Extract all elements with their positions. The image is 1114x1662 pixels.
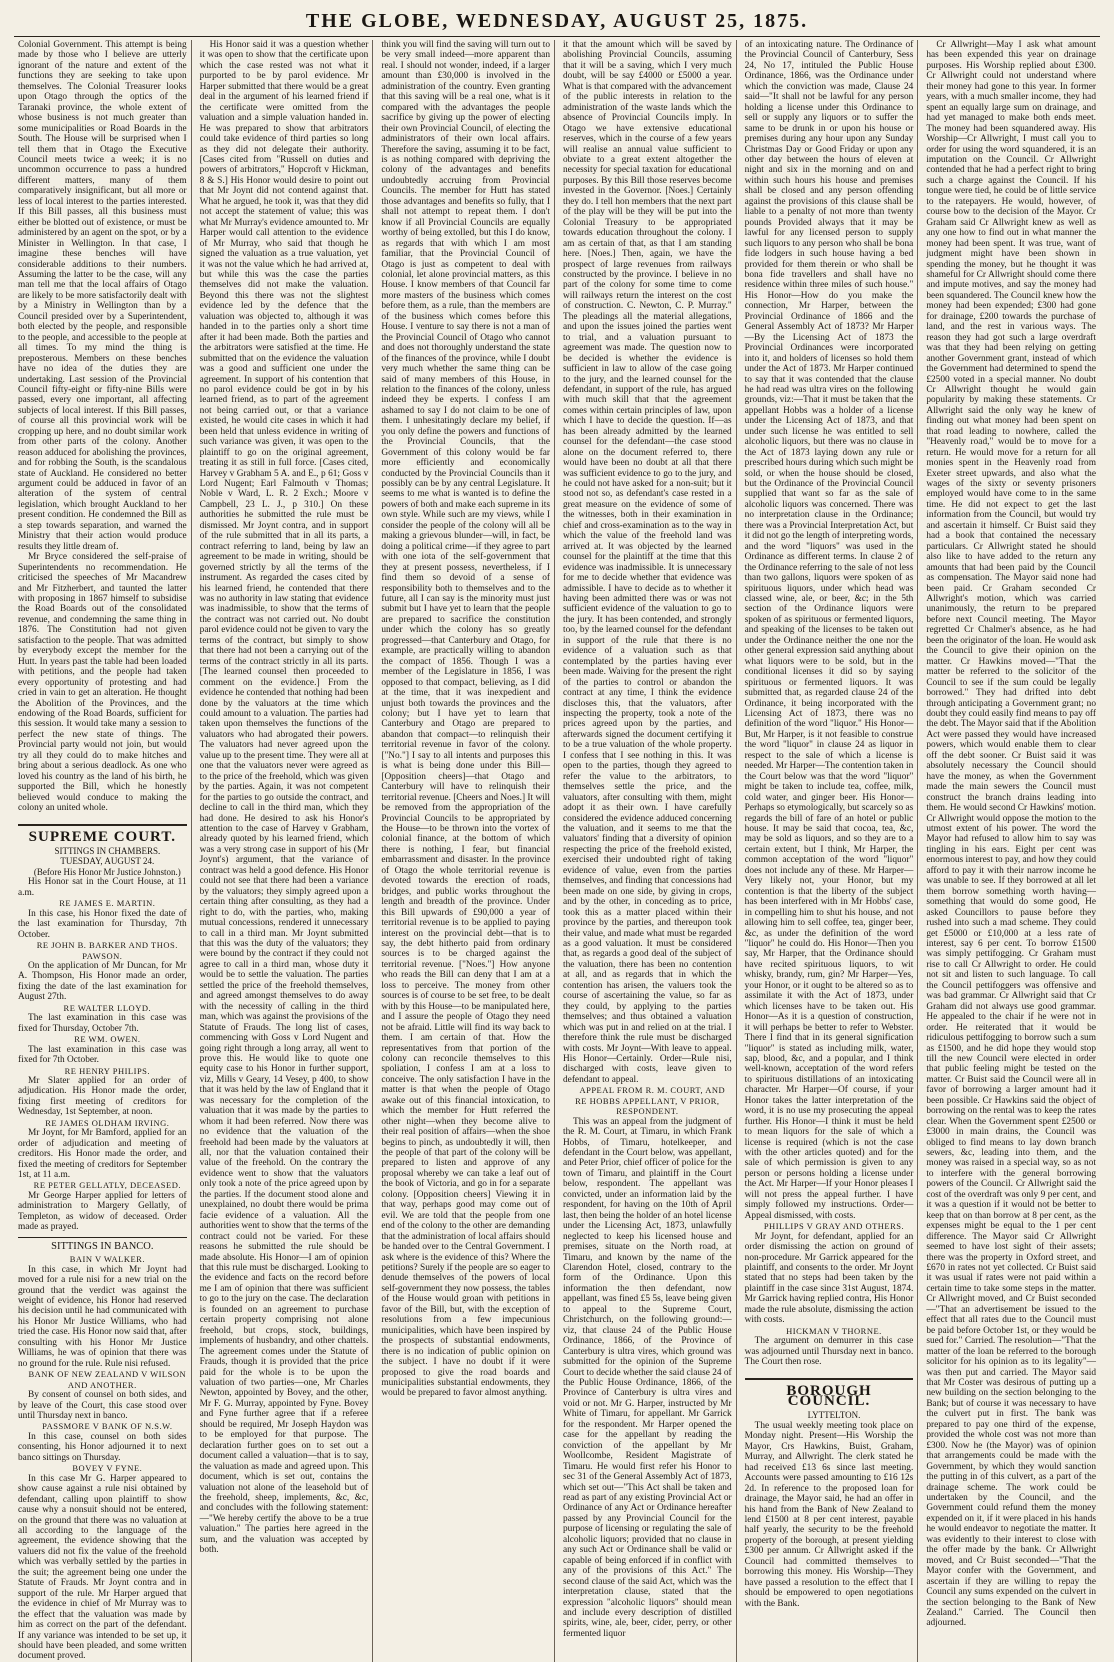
case-text: By consent of counsel on both sides, and by leave of the Court, this case stood over until Thursday next in banco. (18, 1390, 187, 1421)
column-4 (559, 40, 737, 1662)
article-text: Mr Bryce considered the self-praise of Superintendents no recommendation. He criticised the speeches of Mr Macandrew and Mr Fitzherbert, and taunted the latter with proposing in 1867 himself to subsidise the Road Boards out of the consolidated revenue, and condemning the same thing in 1876. The Constitution had not given satisfaction to the people. That was admitted by everybody except the member for the Hutt. In years past the table had been loaded with petitions, and the people had taken every opportunity of protesting and had cried in vain to get an alteration. He thought the Abolition of the Provinces, and the endowing of the Road Boards, sufficient for this session. It would take many a session to perfect the new state of things. The Provincial party would not join, but would try all they could do to make hitches and bring about a serious deadlock. As one who loved his country as the land of his birth, he supported the Bill, which he honestly believed would conduce to making the colony an united whole. (18, 552, 187, 814)
article-text: Colonial Government. This attempt is being made by those who I believe are utterly ignorant of the nature and extent of the functions they are seeking to take upon themselves. The Colonial Treasurer looks upon Otago through the optics of the Taranaki province, the whole extent of whose business is not much greater than some municipalities or Road Boards in the South. The House will be surprised when I tell them that in Otago the Executive Council meets twice a week; it is no uncommon occurrence to pass a hundred different matters, many of them comparatively insignificant, but all more or less of local interest to the parties interested. If this Bill passes, all this business must either be blotted out of existence, or must be administered by an agent on the spot, or by a Minister in Wellington. In that case, I imagine these benches will have considerable additions to their numbers. Assuming the latter to be the case, will any man tell me that the local affairs of Otago are likely to be more satisfactorily dealt with by a Ministry in Wellington than by a Council presided over by a Superintendent, both elected by the people, and responsible to the people, and accessible to the people at all times. To my mind the thing is preposterous. Members on these benches have no idea of the duties they are undertaking. Last session of the Provincial Council fifty-eight or fifty-nine Bills were passed, every one important, all affecting subjects of local interest. If this Bill passes, of course all this provincial work will be cropping up here, and no doubt similar work from other parts of the colony. Another reason adduced for abolishing the provinces, and for robbing the South, is the scandalous state of Auckland. He considered no better argument could be adduced in favor of an alteration of the system of central legislation, which brought Auckland to her present condition. He condemned the Bill as a step towards separation, and warned the Ministry that their action would produce results they little dream of. (18, 40, 187, 552)
case-heading: RE WM. OWEN. (74, 1034, 141, 1045)
case-heading: PASSMORE V BANK OF N.S.W. (42, 1421, 173, 1432)
column-5 (741, 40, 919, 1662)
article-text: it that the amount which will be saved by abolishing Provincial Councils, assuming that it will be a saving, which I very much doubt, will be say £4000 or £5000 a year. What is that compared with the advancement of the public interests in relation to the administration of the waste lands which the absence of Provincial Councils imply. In Otago we have extensive educational reserves, which in the course of a few years will realise an annual value sufficient to obviate to a great extent altogether the necessity for special taxation for educational purposes. By this Bill those reserves become invested in the Governor. [Noes.] Certainly they do. I tell hon members that the next part of the play will be they will be put into the Colonial Treasury to be appropriated towards education throughout the colony. I am as certain of that, as that I am standing here. [Noes.] Then, again, we have the prospect of large revenues from railways constructed by the province. I believe in no part of the colony for some time to come will railways return the interest on the cost of construction. C. Newton, C. P. Murray." The pleadings all the material allegations, and upon the issues joined the parties went to trial, and a valuation pursuant to agreement was made. The question now to be decided is whether the evidence is sufficient in law to allow of the case going to the jury, and the learned counsel for the defendant, in support of the rule, has argued with much skill that that the agreement comes within certain principles of law, upon which I have to decide the question. If—as has been already admitted by the learned counsel for the defendant—the case stood alone on the document referred to, there would have been no doubt at all that there was sufficient evidence to go to the jury, and he could not have asked for a non-suit; but it stood not so, as defendant's case rested in a great measure on the evidence of some of the witnesses, both in their examination in chief and cross-examination as to the way in which the value of the freehold land was arrived at. It was objected by the learned counsel for the plaintiff at the time that this evidence was inadmissible. It is unnecessary for me to decide whether that evidence was admissible. I have to decide as to whether it having been admitted there was or was not sufficient evidence of the valuation to go to the jury. It has been contended, and strongly too, by the learned counsel for the defendant in support of the rule that there is no evidence of a valuation such as that contemplated by the parties having ever been made. Waiving for the present the right of the parties to control or abandon the contract at any time, I think the evidence discloses this, that the valuators, after inspecting the property, took a note of the prices agreed upon by the parties, and afterwards signed the document certifying it to be a true valuation of the whole property. I confess that I see nothing in this. It was open to the parties, though they agreed to refer the value to the arbitrators, to themselves settle the price, and the valuators, after consulting with them, might adopt it as their own. I have carefully considered the evidence adduced concerning the valuation, and it seems to me that the valuators' finding that a diversity of opinion respecting the price of the freehold existed, exercised their undoubted right of taking evidence of value, even from the parties themselves, and finding that concessions had been made on one side, by giving in crops, and by the other, in conceding as to price, took this as a matter placed within their province by the parties, and thereupon took their value, and made what must be regarded as a good valuation. It must be considered that, as regards a good deal of the subject of the valuation, there has been no contention at all, and as regards that in which the contention has arisen, the valuers took the course of ascertaining the value, so far as they could, by applying to the parties themselves; and thus obtained a valuation which was put in and relied on at the trial. I therefore think the rule must be discharged with costs. Mr Joynt—With leave to appeal. His Honor—Certainly. Order—Rule nisi, discharged with costs, leave given to defendant to appeal. (563, 40, 732, 1085)
masthead: THE GLOBE, WEDNESDAY, AUGUST 25, 1875. (14, 6, 1100, 37)
court-sat: His Honor sat in the Court House, at 11 a.m. (18, 877, 187, 898)
case-heading: RE JOHN B. BARKER AND THOS. PAWSON. (36, 940, 178, 961)
article-text: think you will find the saving will turn out to be very small indeed—more apparent than real. I should not wonder, indeed, if a larger amount than £30,000 is involved in the administration of the country. Even granting that this saving will be a real one, what is it compared with the advantages the people sacrifice by giving up the power of electing their own Provincial Council, of electing the administrators of their own local affairs. Therefore the saving, assuming it to be fact, is as nothing compared with depriving the colony of the advantages and benefits undoubtedly accruing from Provincial Councils. The member for Hutt has stated those advantages and benefits so fully, that I shall not attempt to repeat them. I don't know if all Provincial Councils are equally worthy of being extolled, but this I do know, as regards that with which I am most familiar, that the Provincial Council of Otago is just as competent to deal with colonial, let alone provincial matters, as this House. I know members of that Council far more masters of the business which comes before them, as a rule, than the members are of the business which comes before this House. I venture to say there is not a man of the Provincial Council of Otago who cannot and does not thoroughly understand the state of the finances of the province, while I doubt very much whether the same thing can be said of many members of this House, in relation to the finances of the colony, unless indeed they be experts. I confess I am ashamed to say I do not claim to be one of them. I unhesitatingly declare my belief, if you only define the powers and functions of the Provincial Councils, that the Government of this colony would be far more efficiently and economically conducted by the Provincial Councils than it possibly can be by any central Legislature. It seems to me what is wanted is to define the powers of both and make each supreme in its own style. While such are my views, while I consider the people of the colony will all be making a grievous blunder—will, in fact, be doing a political crime—if they agree to part with one iota of the self-government that they at present possess, nevertheless, if I find them so devoid of a sense of responsibility both to themselves and to the future, all I can say is the minority must just submit but I have yet to learn that the people are prepared to sacrifice the constitution under which the colony has so greatly progressed—that Canterbury and Otago, for example, are practically willing to abandon the compact of 1856. Though I was a member of the Legislature in 1856, I was opposed to that compact, believing, as I did at the time, that it was inexpedient and unjust both towards the provinces and the colony; but I have yet to learn that Canterbury and Otago are prepared to abandon that compact—to relinquish their territorial revenue in favor of the colony. ["No."] I say to all intents and purposes this is what is being done under this Bill—[Opposition cheers]—that Otago and Canterbury will have to relinquish their territorial revenue. [Cheers and Noes.] It will be removed from the appropriation of the Provincial Councils to be appropriated by the House—to be thrown into the vortex of colonial finance, at the bottom of which there is nothing, I fear, but financial embarrassment and disaster. In the province of Otago the whole territorial revenue is devoted towards the erection of roads, bridges, and public works throughout the length and breadth of the province. Under this Bill upwards of £90,000 a year of territorial revenue is to be applied to paying interest on the provincial debt—that is to say, the debt hitherto paid from ordinary sources is to be charged against the territorial revenue. ["Noes."] How anyone who reads the Bill can deny that I am at a loss to perceive. The money from other sources is of course to be set free, to be dealt with by this House—to be manipulated here, and I assure the people of Otago they need not be afraid. Little will find its way back to them. I am certain of that. How the representatives from that portion of the colony can reconcile themselves to this spoliation, I confess I am at a loss to conceive. The only satisfaction I have in the matter is that when the people of Otago awake out of this financial intoxication, to which the member for Hutt referred the other night—when they become alive to their real position of affairs—when the shoe begins to pinch, as undoubtedly it will, then the people of that part of the colony will be prepared to listen and approve of any proposal whereby we can take a leaf out of the book of Victoria, and go in for a separate colony. [Opposition cheers] Viewing it in that way, perhaps good may come out of evil. We are told that the people from one end of the colony to the other are demanding that the administration of local affairs should be handed over to the Central Government. I ask where is the evidence of this? Where the petitions? Surely if the people are so eager to denude themselves of the powers of local self-government they now possess, the tables of the House would groan with petitions in favor of the Bill, but, with the exception of resolutions from a few impecunious municipalities, which have been inspired by the prospects of substantial endowments, there is no indication of public opinion on the subject. I have no doubt if it were proposed to give the road boards and municipalities substantial endowments, they would be prepared to favor almost anything. (381, 40, 550, 1399)
case-heading: PHILLIPS V GRAY AND OTHERS. (763, 1221, 905, 1232)
article-text: Cr Allwright—May I ask what amount has been expended this year on drainage purposes. His Worship replied about £300. Cr Allwright could not understand where their money had gone to this year. In former years, with a much smaller income, they had spent an equally large sum on drainage, and had yet managed to make both ends meet. The money had been squandered away. His Worship—Cr Allwright, I must call you to order for using the word squandered, it is an imputation on the Council. Cr Allwright contended that he had a perfect right to bring such a charge against the Council. If his tongue were tied, he could be of little service to the ratepayers. He would, however, of course bow to the decision of the Mayor. Cr Graham said Cr Allwright knew as well as any one how to find out in what manner the money had been spent. It was true, want of judgment might have been shown in spending the money, but he thought it was shameful for Cr Allwright should come there and impute motives, and say the money had been squandered. The Council knew how the money had been expended; £300 had gone for drainage, £200 towards the purchase of land, and the rest in various ways. The reason they had got such a large overdraft was that they had been relying on getting another Government grant, instead of which the Government had determined to spend the £2500 voted in a special manner. No doubt Cr Allwright thought he would gain popularity by making these statements. Cr Allwright said the only way he knew of finding out what money had been spent on that road leading to nowhere, called the "Heavenly road," would be to move for a return. He would move for a return for all monies spent in the Heavenly road from Exeter street upwards, and also what the wages of the sixty or seventy prisoners employed would have come to in the same time. He did not expect to get the last information from the Council, but would try and ascertain it himself. Cr Buist said they had a book that contained the necessary particulars. Cr Allwright stated he should also like to have added to the return any amounts that had been paid by the Council as compensation. The Mayor said none had been paid. Cr Graham seconded Cr Allwright's motion, which was carried unanimously, the return to be prepared before next Council meeting. The Mayor regretted Cr Chalmer's absence, as he had been the originator of the loan. He would ask the Council to give their opinion on the matter. Cr Hawkins moved—"That the matter be referred to the solicitor of the Council to see if the sum could be legally borrowed." They had drifted into debt through anticipating a Government grant; no doubt they could easily find means to pay off the debt. The Mayor said that if the Abolition Act were passed they would have increased powers, which would enable them to clear off the debt sooner. Cr Buist said it was absolutely necessary the Council should have the money, as when the Government made the main sewers the Council must construct the branch drains leading into them. He would second Cr Hawkins' motion. Cr Allwright would oppose the motion to the utmost extent of his power. The word the Mayor had refused to allow him to say was tingling in his ears. Eight per cent was enormous interest to pay, and how they could afford to pay it with their narrow income he was unable to see. If they borrowed at all let them borrow something worth having—something that would do some good, He asked Councillors to pause before they rushed into such a mad scheme. They could get £5000 or £10,000 at a less rate of interest, say 6 per cent. To borrow £1500 was simply pettifogging. Cr Graham must rise to call Cr Allwright to order. He could not sit and listen to such language. To call the Council pettifoggers was offensive and was bad grammar. Cr Allwright said that Cr Graham did not always use good grammar. He appealed to the chair if he were not in order. He reiterated that it would be ridiculous pettifogging to borrow such a sum as £1500, and he did hope they would stop till the new Council were elected in order that public feeling might be tested on the matter. Cr Buist said the Council were all in favor of borrowing a larger amount had it been possible. Cr Hawkins said the object of borrowing on the rental was to keep the rates clear. When the Government spent £2500 or £3000 in main drains, the Council was obliged to find means to lay down branch sewers, &c, leading into them, and the money was raised in a special way, so as not to interfere with the general borrowing powers of the Council. Cr Allwright said the cost of the overdraft was only 9 per cent, and it was a question if it would not be better to keep that on than borrow at 8 per cent, as the expenses might be equal to the 1 per cent difference. The Mayor said Cr Allwright seemed to have lost sight of their assets; there was the property in Oxford street, and £670 in rates not yet collected. Cr Buist said it was usual if rates were not paid within a certain time to take some steps in the matter. Cr Allwright moved, and Cr Buist seconded—"That an advertisement be issued to the effect that all rates due to the Council must be paid before October 1st, or they would be sued for." Carried. The resolution—"That the matter of the loan be referred to the borough solicitor for his opinion as to its legality"—was then put and carried. The Mayor said that Mr Coster was desirous of putting up a new building on the section belonging to the Bank; but of course it was necessary to have the culvert put in first. The bank was prepared to pay one third of the expense, provided the whole cost was not more than £300. Now he (the Mayor) was of opinion that arrangements could be made with the Government, by which they would sanction the putting in of this culvert, as a part of the drainage scheme. The work could be undertaken by the Council, and the Government could refund them the money expended on it, if it were placed in his hands he would endeavor to negotiate the matter. It was evidently to their interest to close with the offer made by the bank. Cr Allwright moved, and Cr Buist seconded—"That the Mayor confer with the Government, and ascertain if they are willing to repay the Council any sums expended on the culvert in the section belonging to the Bank of New Zealand." Carried. The Council then adjourned. (926, 40, 1096, 1629)
case-text: In this case, in which Mr Joynt had moved for a rule nisi for a new trial on the ground that the verdict was against the weight of evidence, his Honor had reserved his decision until he had communicated with his Honor Mr Justice Williams, who had tried the case. His Honor now said that, after consulting with his Honor Mr Justice Williams, he was of opinion that there was no ground for the rule. Rule nisi refused. (18, 1264, 187, 1369)
article-text: His Honor said it was a question whether it was open to show that the certificate upon which the case rested was not what it purported to be by parol evidence. Mr Harper submitted that there would be a great deal in the argument of his learned friend if the certificate were omitted from the valuation and a simple valuation handed in. He was prepared to show that arbitrators could take evidence of third parties so long as they did not delegate their authority. [Cases cited from "Russell on duties and powers of arbitrators," Hopcroft v Hickman, 8 & S.] His Honor would desire to point out that Mr Joynt did not contend against that. What he argued, he took it, was that they did not accept the statement of value; this was what Mr Murray's evidence amounted to. Mr Harper would call attention to the evidence of Mr Murray, who said that though he signed the valuation as a true valuation, yet it was not the value which he had arrived at, but while this was the case the parties themselves did not make the valuation. Beyond this there was not the slightest evidence led by the defence that the valuation was objected to, although it was handed in to the parties only a short time after it had been made. Both the parties and the arbitrators were satisfied at the time. He submitted that on the evidence the valuation was a good and sufficient one under the agreement. In support of his contention that no parol evidence could be got in by his learned friend, as to part of the agreement not being carried out, or that a variance existed, he would cite cases in which it had been held that unless evidence in writing of such variance was given, it was open to the plaintiff to go on the original agreement, treating it as still in full force. [Cases cited, Harvey v Grabham 5 A. and E., p 61; Goss v Lord Nugent; Earl Falmouth v Thomas; Noble v Ward, L. R. 2 Exch.; Moore v Campbell, 23 L. J., p 310.] On these authorities he submitted the rule must be dismissed. Mr Joynt contra, and in support of the rule submitted that in all its parts, a contract referring to land, being by law an agreement to be made in writing, should be governed strictly by all the terms of the instrument. As regarded the cases cited by his learned friend, he contended that there was no authority in law stating that evidence was inadmissible, to show that the terms of the contract was not carried out. No doubt parol evidence could not be given to vary the terms of the contract, but simply to show that there had not been a carrying out of the terms of the contract strictly in all its parts. [The learned counsel then proceeded to comment on the evidence.] From the evidence he contended that nothing had been done by the valuators at the time which could amount to a valuation. The parties had taken upon themselves the functions of the valuators who had abrogated their powers. The valuators had never agreed upon the value up to the present time. They were all at one that the valuators never were agreed as to the price of the freehold, which was given by the parties. Again, it was not competent for the parties to go outside the contract, and decline to call in the third man, which they had done. He desired to ask his Honor's attention to the case of Harvey v Grabham, already quoted by his learned friend, which was a very strong case in support of his (Mr Joynt's) argument, that the variance of contract was held a good defence. His Honor could not see that there had been a variance by the valuators; they simply agreed upon a certain thing after consulting, as they had a right to do, with the parties, who, making mutual concessions, rendered it unnecessary to call in a third man. Mr Joynt submitted that this was the duty of the valuators; they were bound by the contract if they could not agree to call in a third man, whose duty it would be to settle the valuation. The parties settled the price of the freehold themselves, and agreed amongst themselves to do away with the necessity of calling in the third man, which was against the provisions of the Statute of Frauds. The long list of cases, commencing with Goss v Lord Nugent and going right through a long array, all went to prove this. He would like to quote one equity case to his Honor in further support, viz, Mills v Geary, 14 Vesey, p 400, to show that it was held by the law of England that it was necessary for the completion of the valuation that it was made by the parties to whom it had been referred. Now there was no evidence that the valuation of the freehold had been made by the valuators at all, nor that the valuation contained their value of the freehold. On the contrary the evidence went to show that the valuators only took a note of the price agreed upon by the parties. If the document stood alone and unexplained, no doubt there would be prima facie evidence of a valuation. All the authorities went to show that the terms of the contract could not be varied. For these reasons he submitted the rule should be made absolute. His Honor—I am of opinion that this rule must be discharged. Looking to the evidence and facts on the record before me I am of opinion that there was sufficient to go to the jury on the case. The declaration is founded on an agreement to purchase certain property comprising not alone freehold, but crops, stock, buildings, implements of husbandry, and other chattels. The agreement comes under the Statute of Frauds, though it is provided that the price paid for the whole is to be upon the valuation of two parties—one, Mr Charles Newton, appointed by Bovey, and the other, Mr F. G. Murray, appointed by Fyne. Bovey and Fyne further agree that if a referee should be required, Mr Joseph Haydon was to be employed for that purpose. The declaration further goes on to set out a document called a valuation—that is to say, the valuation as made and agreed upon. This document, which is set out, contains the valuation not alone of the leasehold but of the freehold, sheep, implements, &c, &c, and concludes with the following statement:—"We hereby certify the above to be a true valuation." The parties here agreed in the sum, and the valuation was accepted by both. (199, 40, 369, 1556)
article-text: The usual weekly meeting took place on Monday night. Present—His Worship the Mayor, Crs Hawkins, Buist, Graham, Murray, and Allwright. The clerk stated he had received £13 6s since last meeting. Accounts were passed amounting to £16 12s 2d. In reference to the proposed loan for drainage, the Mayor said, he had an offer in his hand from the Bank of New Zealand to lend £1500 at 8 per cent interest, payable half yearly, the security to be the freehold property of the borough, at present yielding £300 per annum. Cr Allwright asked if the Council had committed themselves to borrowing this money. His Worship—They have passed a resolution to the effect that I should be empowered to open negotiations with the Bank. (744, 1420, 914, 1609)
case-text: Mr Joynt, for Mr Bamford, applied for an order of adjudication and meeting of creditors. His Honor made the order, and fixed the meeting of creditors for September 1st, at 11 a.m. (18, 1128, 187, 1181)
case-text: This was an appeal from the judgment of the R. M. Court, at Timaru, in which Frank Hobbs, of Timaru, hotelkeeper, and defendant in the Court below, was appellant, and Peter Prior, chief officer of police for the town of Timaru, and plaintiff in the Court below, respondent. The appellant was convicted, under an information laid by the respondent, for having on the 10th of April last, then being the holder of an hotel license under the Licensing Act, 1873, unlawfully neglected to keep his licensed house and premises, situate on the North road, at Timaru, and known by the name of the Clarendon Hotel, closed, contrary to the form of the Ordinance. Upon this information the then defendant, now appellant, was fined £5 5s, leave being given to appeal to the Supreme Court, Christchurch, on the following ground:—viz, that clause 24 of the Public House Ordinance, 1866, of the Province of Canterbury is ultra vires, which ground was submitted for the opinion of the Supreme Court to decide whether the said clause 24 of the Public House Ordinance, 1866, of the Province of Canterbury is ultra vires and void or not. Mr G. Harper, instructed by Mr White of Timaru, for appellant. Mr Garrick for the respondent. Mr Harper opened the case for the appellant by reading the conviction of the appellant by Mr Woollcombe, Resident Magistrate of Timaru. He would first refer his Honor to sec 31 of the General Assembly Act of 1873, which set out—"This Act shall be taken and read as part of any existing Provincial Act or Ordinance of any Act or Ordinance hereafter passed by any Provincial Council for the purpose of licensing or regulating the sale of alcoholic liquors; provided that no clause in any such Act or Ordinance shall be valid or capable of being enforced if in conflict with any of the provisions of this Act." The second clause of the said Act, which was the interpretation clause, stated that the expression "alcoholic liquors" should mean and include every description of distilled spirits, wine, ale, beer, cider, perry, or other fermented liquor (563, 1116, 732, 1639)
column-2 (196, 40, 374, 1662)
case-heading: BAIN V WALKER. (69, 1254, 145, 1265)
case-heading: RE JAMES E. MARTIN. (59, 898, 156, 909)
column-1 (14, 40, 192, 1662)
case-heading: RE PETER GELLATLY, DECEASED. (33, 1180, 181, 1191)
section-heading: SUPREME COURT. (18, 824, 187, 842)
case-text: In this case, his Honor fixed the date of the last examination for Thursday, 7th October. (18, 908, 187, 940)
dateline: TUESDAY, AUGUST 24. (60, 856, 155, 867)
article-text: of an intoxicating nature. The Ordinance of the Provincial Council of Canterbury, Sess 24, No 17, intituled the Public House Ordinance, 1866, was the Ordinance under which the conviction was made, Clause 24 said—"It shall not be lawful for any person holding a license under this Ordinance to sell or supply any liquors or to suffer the same to be drunk in or upon his house or premises during any hour upon any Sunday Christmas Day or Good Friday or upon any other day between the hours of eleven at night and six in the morning and on and within such hours his house and premises shall be closed and any person offending against the provisions of this clause shall be liable to a penalty of not more than twenty pounds Provided always that it may be lawful for any licensed person to supply such liquors to any person who shall be bona fide lodgers in such house having a bed provided for them therein or who shall be bona fide travellers and shall have no residence within three miles of such house." His Honor—How do you make the connection, Mr Harper, between the Provincial Ordinance of 1866 and the General Assembly Act of 1873? Mr Harper—By the Licensing Act of 1873 the Provincial Ordinances were incorporated into it, and holders of licenses so hold them under the Act of 1873. Mr Harper continued to say that it was contended that the clause he had read was ultra vires on the following grounds, viz:—That it must be taken that the appellant Hobbs was a holder of a license under the Licensing Act of 1873, and that under such license he was entitled to sell alcoholic liquors, but there was no clause in the Act of 1873 laying down any rule or prescribed hours during which such might be sold, or when the house should be closed, but the Ordinance of the Provincial Council supplied that want so far as the sale of alcoholic liquors was concerned. There was no interpretation clause in the Ordinance; there was a Provincial Interpretation Act, but it did not go the length of interpreting words, and the word "liquors" was used in the Ordinance as different terms. In clause 2 of the Ordinance referring to the sale of not less than two gallons, liquors were spoken of as spirituous liquors, under which head was classed wine, ale, or beer, &c; in the 5th section of the Ordinance liquors were spoken of as spirituous or fermented liquors, and speaking of the licenses to be taken out under the Ordinance neither the one nor the other general expression said anything about what liquors were to be sold, but in the conditional licenses it did so by saying spirituous or fermented liquors. It was submitted that, as regarded clause 24 of the Ordinance, it being incorporated with the Licensing Act of 1873, there was no definition of the word "liquor." His Honor—But, Mr Harper, is it not feasible to construe the word "liquor" in clause 24 as liquor in respect to the sale of which a license is needed. Mr Harper—The contention taken in the Court below was that the word "liquor" might be taken to include tea, coffee, milk, cold water, and ginger beer. His Honor—Perhaps so etymologically, but scarcely so as regards the bill of fare of an hotel or public house. It may be said that cocoa, tea, &c, may be sold as liquors, and so they are to a certain extent, but I think, Mr Harper, the common acceptation of the word "liquor" does not include any of these. Mr Harper—Very likely not, your Honor, but my contention is that the liberty of the subject has been interfered with in Mr Hobbs' case, in compelling him to shut his house, and not allowing him to sell coffee, tea, ginger beer, &c, as under the definition of the word "liquor" he could do. His Honor—Then you say, Mr Harper, that the Ordinance should have recited spirituous liquors, to wit whisky, brandy, rum, gin? Mr Harper—Yes, your Honor, or it ought to be altered so as to assimilate it with the Act of 1873, under which licenses have to be taken out. His Honor—As it is a question of construction, it will perhaps be better to refer to Webster. There I find that in its general signification "liquor" is stated as including milk, water, sap, blood, &c, and a popular, and I think well-known, acceptation of the word refers to spirituous distillations of an intoxicating character. Mr Harper—Of course, if your Honor takes the latter interpretation of the word, it is no use my prosecuting the appeal further. His Honor—I think it must be held to mean liquors for the sale of which a license is required (which is not the case with the other articles quoted) and for the sale of which permission is given to any person or persons holding a license under the Act. Mr Harper—If your Honor pleases I will not press the appeal further. I have simply followed my instructions. Order—Appeal dismissed, with costs. (744, 40, 914, 1221)
subheading: SITTINGS IN BANCO. (18, 1237, 187, 1252)
case-text: The last examination in this case was fixed for Thursday, October 7th. (18, 1013, 187, 1034)
case-text: Mr George Harper applied for letters of administration to Margery Gellatly, of Templeton, as widow of deceased. Order made as prayed. (18, 1190, 187, 1233)
case-text: In this case Mr G. Harper appeared to show cause against a rule nisi obtained by defendant, calling upon plaintiff to show cause why a nonsuit should not be entered, on the ground that there was no valuation at all according to the language of the agreement, the evidence showing that the valuers did not fix the value of the freehold which was verbally settled by the parties in the suit; the agreement being one under the Statute of Frauds. Mr Joynt contra and in support of the rule. Mr Harper argued that the evidence in chief of Mr Murray was to the effect that the valuation was made by him as correct on the part of the defendant. If any variance was intended to be set up, it should have been pleaded, and some written document proved. (18, 1473, 187, 1662)
case-heading: BANK OF NEW ZEALAND V WILSON AND ANOTHER. (28, 1369, 187, 1390)
section-heading: BOROUGH COUNCIL. (745, 1378, 914, 1407)
case-text: Mr Joynt, for defendant, applied for an order dismissing the action on ground of non-procedure. Mr Garrick appeared for the plaintiff, and consents to the order. Mr Joynt stated that no steps had been taken by the plaintiff in the case since 31st August, 1874. Mr Garrick having replied contra, His Honor made the rule absolute, dismissing the action with costs. (744, 1231, 914, 1326)
column-3 (377, 40, 555, 1662)
case-text: On the application of Mr Duncan, for Mr A. Thompson, His Honor made an order, fixing the date of the last examination for August 27th. (18, 960, 187, 1003)
case-text: In this case, counsel on both sides consenting, his Honor adjourned it to next banco sittings on Thursday. (18, 1431, 187, 1463)
subheading: SITTINGS IN CHAMBERS. (54, 845, 161, 856)
case-heading: RE JAMES OLDHAM IRVING. (45, 1117, 170, 1128)
case-text: Mr Slater applied for an order of adjudication. His Honor made the order, fixing first meeting of creditors for Wednesday, 1st September, at noon. (18, 1075, 187, 1118)
case-heading: RE WALTER LLOYD. (63, 1002, 152, 1013)
court-before: (Before His Honor Mr Justice Johnston.) (33, 866, 181, 877)
case-heading: BOVEY V FYNE. (72, 1463, 143, 1474)
case-text: The last examination in this case was fixed for 7th October. (18, 1044, 187, 1066)
case-heading: HICKMAN V THORNE. (786, 1325, 882, 1336)
column-6 (922, 40, 1100, 1662)
subheading: LYTTELTON. (807, 1410, 861, 1421)
case-heading: APPEAL FROM R. M. COURT, AND RE HOBBS APPELLANT, V PRIOR, RESPONDENT. (575, 1085, 726, 1117)
columns (14, 40, 1100, 1662)
case-text: The argument on demurrer in this case was adjourned until Thursday next in banco. The Court then rose. (744, 1336, 914, 1368)
case-heading: RE HENRY PHILIPS. (64, 1065, 151, 1076)
